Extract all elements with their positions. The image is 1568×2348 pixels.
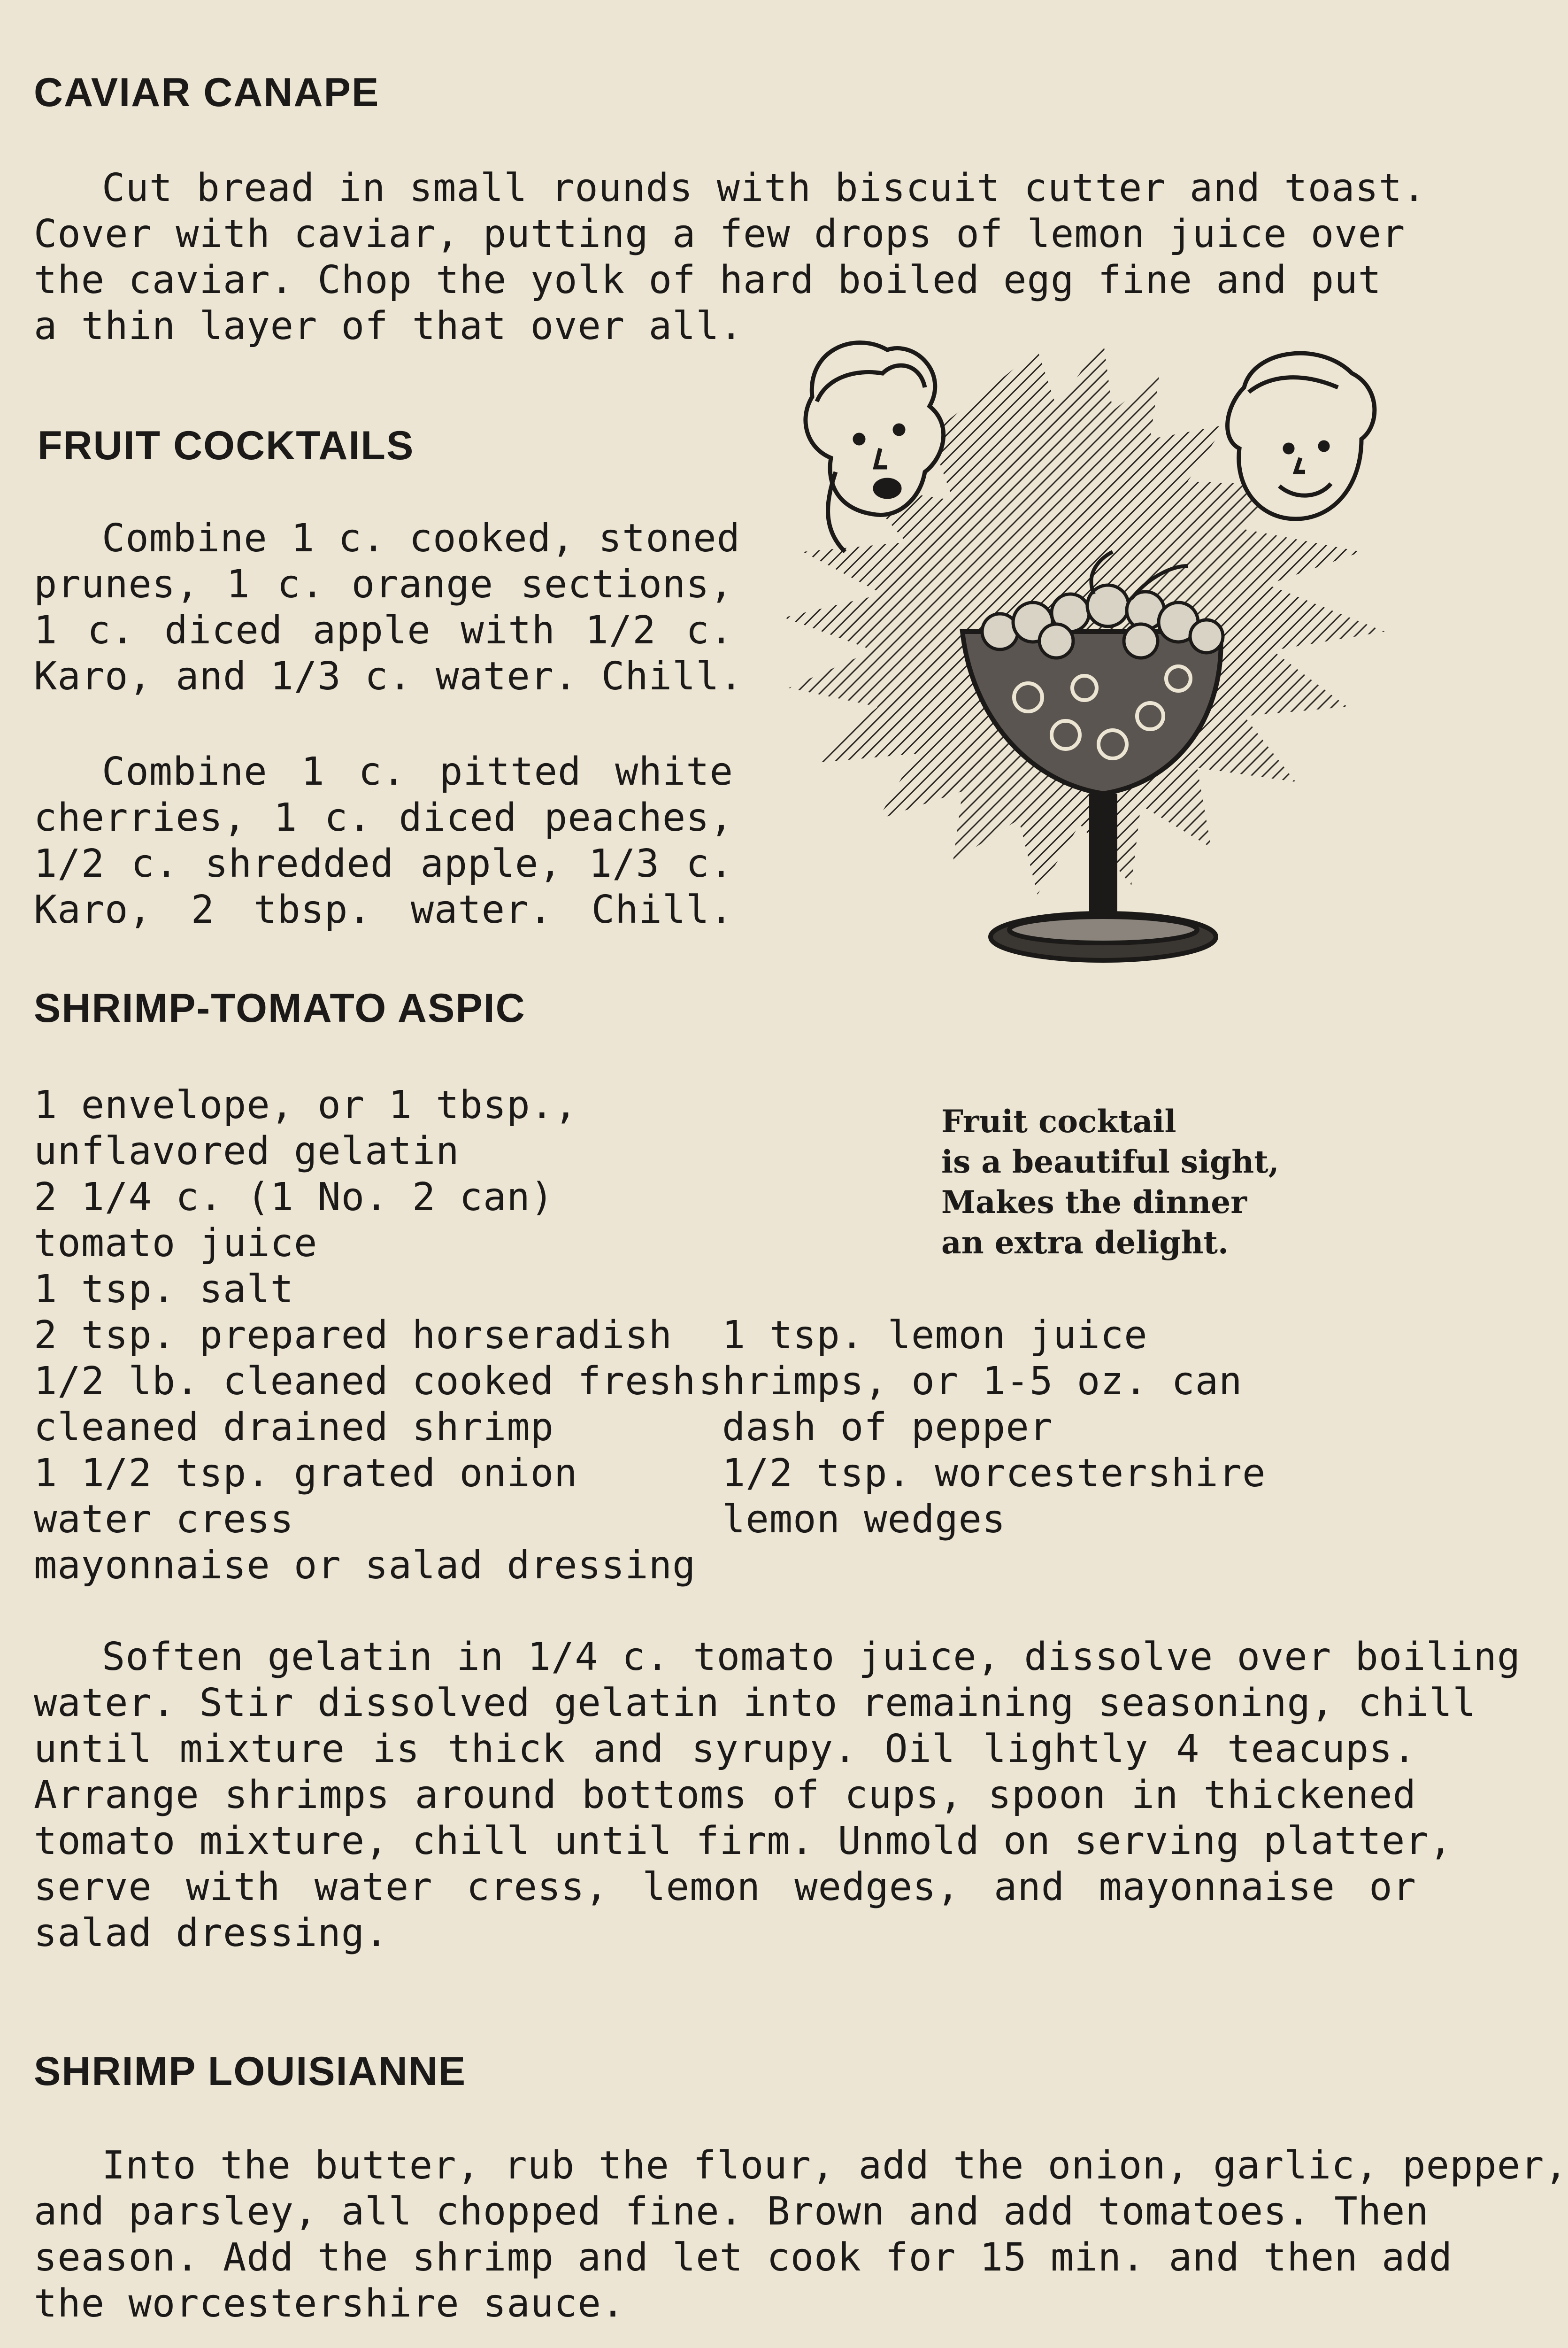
text-line: Combine 1 c. cooked, stoned	[102, 516, 740, 561]
ingredient-line: 1 tsp. lemon juice	[722, 1313, 1148, 1358]
ingredient-line: dash of pepper	[722, 1405, 1053, 1450]
shrimp-louisianne-heading: SHRIMP LOUISIANNE	[34, 2049, 467, 2094]
caption-line: Fruit cocktail	[941, 1103, 1176, 1140]
aspic-ingredients-right	[699, 1313, 1266, 1543]
ingredient-line: mayonnaise or salad dressing	[34, 1543, 696, 1588]
ingredient-line: water cress	[34, 1497, 294, 1542]
ingredient-line: cleaned drained shrimp	[34, 1405, 554, 1450]
ingredient-line: lemon wedges	[722, 1497, 1006, 1542]
text-line: season. Add the shrimp and let cook for 15 min. and then add	[34, 2235, 1453, 2280]
boy-face-icon	[1228, 353, 1375, 519]
text-line: Karo, and 1/3 c. water. Chill.	[34, 654, 744, 699]
text-line: serve with water cress, lemon wedges, and mayonnaise or	[34, 1865, 1416, 1909]
aspic-instructions	[34, 1634, 1521, 1956]
caption-line: an extra delight.	[941, 1224, 1229, 1261]
text-line: tomato mixture, chill until firm. Unmold on serving platter,	[34, 1819, 1453, 1863]
text-line: until mixture is thick and syrupy. Oil lightly 4 teacups.	[34, 1727, 1416, 1771]
text-line: Karo, 2 tbsp. water. Chill.	[34, 888, 733, 932]
text-line: Arrange shrimps around bottoms of cups, spoon in thickened	[34, 1773, 1416, 1817]
fruit-cocktail-illustration	[775, 331, 1406, 1054]
ingredient-line: 1 1/2 tsp. grated onion	[34, 1451, 578, 1496]
ingredient-line: 1/2 lb. cleaned cooked fresh	[34, 1359, 696, 1404]
ingredient-line: 1 tsp. salt	[34, 1267, 294, 1312]
text-line: prunes, 1 c. orange sections,	[34, 562, 733, 607]
ingredient-line: 1/2 tsp. worcestershire	[722, 1451, 1266, 1496]
text-line: a thin layer of that over all.	[34, 304, 744, 348]
text-line: Cover with caviar, putting a few drops of lemon juice over	[34, 212, 1406, 256]
text-line: 1/2 c. shredded apple, 1/3 c.	[34, 842, 733, 886]
ingredient-line: tomato juice	[34, 1221, 318, 1266]
fruit-cocktails-heading: FRUIT COCKTAILS	[38, 423, 415, 468]
shrimp-tomato-aspic-heading: SHRIMP-TOMATO ASPIC	[34, 986, 526, 1031]
caption-line: is a beautiful sight,	[941, 1143, 1279, 1180]
text-line: Into the butter, rub the flour, add the onion, garlic, pepper,	[102, 2143, 1568, 2188]
caviar-canape-heading: CAVIAR CANAPE	[34, 70, 380, 115]
fruit-cocktail-recipe-2	[34, 749, 733, 933]
ingredient-line: 2 tsp. prepared horseradish	[34, 1313, 672, 1358]
shrimp-louisianne-instructions	[34, 2143, 1568, 2327]
ingredient-line: unflavored gelatin	[34, 1129, 460, 1174]
caption-line: Makes the dinner	[941, 1184, 1247, 1220]
fruit-cocktail-recipe-1	[34, 516, 744, 700]
text-line: the caviar. Chop the yolk of hard boiled egg fine and put	[34, 258, 1382, 302]
aspic-ingredients-left	[34, 1082, 696, 1589]
text-line: cherries, 1 c. diced peaches,	[34, 796, 733, 840]
text-line: and parsley, all chopped fine. Brown and add tomatoes. Then	[34, 2189, 1429, 2234]
text-line: Cut bread in small rounds with biscuit cutter and toast.	[102, 166, 1426, 210]
text-line: the worcestershire sauce.	[34, 2281, 625, 2326]
ingredient-line: 1 envelope, or 1 tbsp.,	[34, 1083, 578, 1128]
text-line: 1 c. diced apple with 1/2 c.	[34, 608, 733, 653]
text-line: Soften gelatin in 1/4 c. tomato juice, dissolve over boiling	[102, 1635, 1521, 1679]
illustration-caption	[941, 1101, 1279, 1263]
ingredient-line: shrimps, or 1-5 oz. can	[699, 1359, 1243, 1404]
caviar-canape-instructions	[34, 165, 1426, 349]
ingredient-line: 2 1/4 c. (1 No. 2 can)	[34, 1175, 554, 1220]
text-line: water. Stir dissolved gelatin into remaining seasoning, chill	[34, 1681, 1476, 1725]
text-line: salad dressing.	[34, 1911, 389, 1955]
text-line: Combine 1 c. pitted white	[102, 749, 733, 794]
